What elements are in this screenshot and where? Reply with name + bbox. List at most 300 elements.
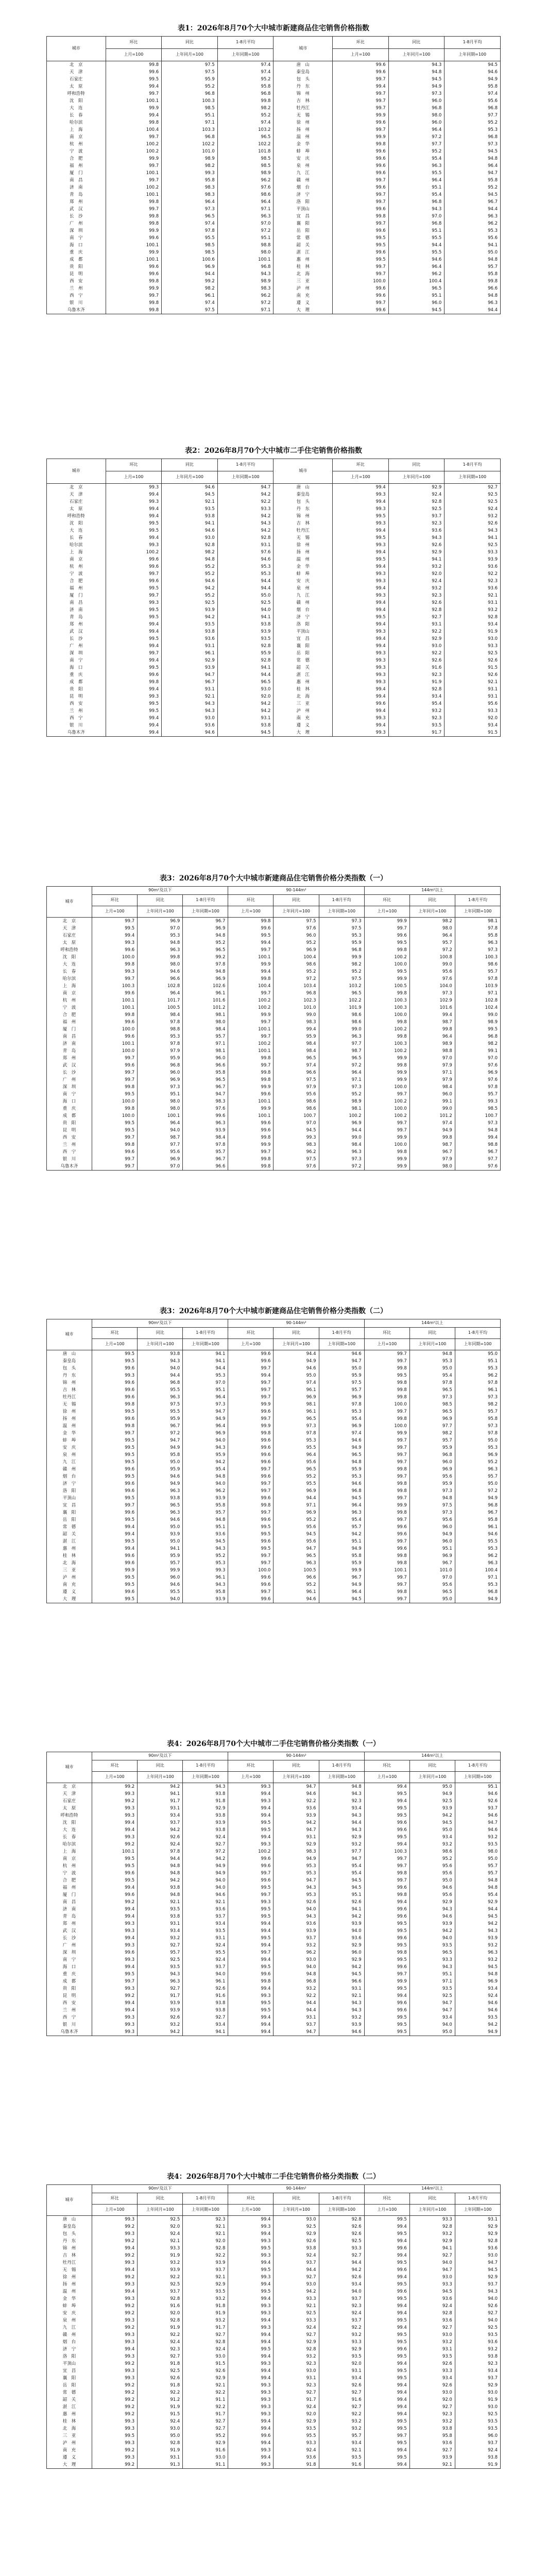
- city-cell: 泉 州: [274, 162, 333, 170]
- index-value-cell: 99.5: [228, 932, 274, 939]
- index-value-cell: 99.9: [319, 954, 364, 961]
- index-value-cell: 92.4: [445, 505, 501, 513]
- col-subheader: 上年同月=100: [138, 1772, 183, 1783]
- index-value-cell: 99.6: [228, 2432, 274, 2439]
- index-value-cell: 96.3: [183, 1120, 228, 1127]
- index-value-cell: 99.8: [364, 1365, 409, 1372]
- index-value-cell: 99.5: [92, 925, 138, 932]
- table-row: [47, 1805, 501, 1812]
- city-cell: 桂 林: [47, 2418, 92, 2425]
- table-row: [47, 1596, 501, 1603]
- index-value-cell: 93.0: [409, 2331, 455, 2338]
- index-value-cell: 99.5: [364, 939, 409, 946]
- city-cell: 海 口: [47, 242, 106, 249]
- index-value-cell: 100.1: [228, 1112, 274, 1120]
- index-value-cell: 95.0: [138, 1459, 183, 1466]
- table-row: [47, 1350, 501, 1358]
- index-value-cell: 92.5: [138, 2281, 183, 2288]
- index-value-cell: 100.3: [364, 1004, 409, 1011]
- index-value-cell: 95.6: [274, 1091, 319, 1098]
- city-cell: 丹 东: [274, 505, 333, 513]
- index-value-cell: 96.6: [445, 285, 501, 292]
- index-value-cell: 94.6: [162, 484, 218, 492]
- city-cell: 湛 江: [47, 1538, 92, 1545]
- index-value-cell: 91.8: [183, 1798, 228, 1805]
- index-value-cell: 96.9: [455, 1978, 500, 1985]
- index-value-cell: 92.4: [455, 2447, 500, 2454]
- table-row: [47, 184, 501, 191]
- index-value-cell: 97.3: [388, 90, 445, 97]
- table-row: [47, 2411, 501, 2418]
- index-value-cell: 99.6: [92, 1386, 138, 1394]
- index-value-cell: 97.9: [409, 1156, 455, 1163]
- index-value-cell: 99.6: [92, 1552, 138, 1560]
- city-cell: 锦 州: [47, 1379, 92, 1386]
- index-value-cell: 96.4: [445, 162, 501, 170]
- city-cell: 贵 阳: [47, 1985, 92, 1992]
- col-subheader: 上月=100: [92, 906, 138, 918]
- group-header: 144m²以上: [364, 1752, 500, 1760]
- index-value-cell: 99.3: [92, 1805, 138, 1812]
- index-value-cell: 99.8: [106, 679, 162, 686]
- index-value-cell: 103.2: [217, 126, 274, 133]
- index-value-cell: 95.8: [183, 1069, 228, 1076]
- table-row: [47, 2338, 501, 2346]
- index-value-cell: 95.7: [455, 1862, 500, 1870]
- index-value-cell: 99.4: [364, 2223, 409, 2230]
- index-value-cell: 93.6: [409, 2439, 455, 2447]
- col-header-mom: 环比: [106, 37, 162, 49]
- index-value-cell: 92.2: [138, 2274, 183, 2281]
- index-value-cell: 92.3: [319, 1798, 364, 1805]
- index-value-cell: 99.2: [92, 2324, 138, 2331]
- index-value-cell: 93.8: [183, 1826, 228, 1834]
- index-value-cell: 92.4: [274, 2252, 319, 2259]
- index-value-cell: 92.6: [138, 1834, 183, 1841]
- index-value-cell: 99.7: [364, 1574, 409, 1581]
- index-value-cell: 98.6: [319, 1011, 364, 1019]
- index-value-cell: 99.4: [106, 642, 162, 650]
- index-value-cell: 96.8: [455, 1588, 500, 1596]
- index-value-cell: 91.7: [274, 2396, 319, 2403]
- index-value-cell: 96.8: [217, 90, 274, 97]
- index-value-cell: 99.3: [332, 592, 388, 599]
- index-value-cell: 99.8: [228, 918, 274, 925]
- index-value-cell: 92.1: [183, 1899, 228, 1906]
- index-value-cell: 99.6: [92, 1466, 138, 1473]
- city-cell: 常 德: [274, 234, 333, 242]
- index-value-cell: 99.4: [228, 1834, 274, 1841]
- index-value-cell: 99.6: [332, 148, 388, 155]
- index-value-cell: 94.5: [445, 148, 501, 155]
- index-value-cell: 94.7: [274, 1783, 319, 1791]
- index-value-cell: 94.2: [319, 1963, 364, 1971]
- index-value-cell: 92.4: [183, 1834, 228, 1841]
- index-value-cell: 94.2: [183, 1459, 228, 1466]
- index-value-cell: 99.4: [228, 2259, 274, 2266]
- index-value-cell: 96.0: [409, 1538, 455, 1545]
- index-value-cell: 92.6: [319, 2223, 364, 2230]
- index-value-cell: 95.6: [445, 700, 501, 707]
- index-value-cell: 99.5: [228, 2007, 274, 2014]
- index-value-cell: 97.0: [138, 1163, 183, 1171]
- table-row: [47, 1444, 501, 1451]
- index-value-cell: 99.8: [106, 213, 162, 220]
- index-value-cell: 99.6: [332, 292, 388, 299]
- index-value-cell: 100.0: [364, 1422, 409, 1430]
- index-value-cell: 93.9: [138, 1531, 183, 1538]
- index-value-cell: 94.8: [183, 968, 228, 975]
- index-value-cell: 97.1: [455, 990, 500, 997]
- index-value-cell: 99.6: [364, 1913, 409, 1920]
- index-value-cell: 94.0: [274, 1963, 319, 1971]
- index-value-cell: 99.4: [228, 2418, 274, 2425]
- index-value-cell: 95.2: [388, 148, 445, 155]
- index-value-cell: 94.9: [183, 1415, 228, 1422]
- index-value-cell: 95.1: [319, 1538, 364, 1545]
- city-cell: 大 连: [47, 527, 106, 534]
- index-value-cell: 96.4: [217, 198, 274, 206]
- index-value-cell: 98.5: [455, 1105, 500, 1112]
- index-value-cell: 92.5: [217, 599, 274, 606]
- index-value-cell: 94.2: [138, 2028, 183, 2036]
- city-cell: 金 华: [274, 141, 333, 148]
- city-cell: 桂 林: [47, 1552, 92, 1560]
- index-value-cell: 93.1: [409, 2346, 455, 2353]
- index-value-cell: 94.4: [445, 307, 501, 314]
- city-cell: 徐 州: [274, 119, 333, 126]
- index-value-cell: 98.5: [217, 155, 274, 162]
- index-value-cell: 92.6: [319, 2230, 364, 2238]
- index-value-cell: 99.6: [332, 206, 388, 213]
- table-row: [47, 2447, 501, 2454]
- index-value-cell: 99.6: [364, 1819, 409, 1826]
- index-value-cell: 102.2: [319, 997, 364, 1004]
- index-value-cell: 94.4: [455, 1906, 500, 1913]
- index-value-cell: 98.4: [274, 1040, 319, 1047]
- city-cell: 上 海: [47, 126, 106, 133]
- index-value-cell: 101.9: [319, 1004, 364, 1011]
- table-row: [47, 1379, 501, 1386]
- index-value-cell: 98.4: [138, 1011, 183, 1019]
- index-value-cell: 99.3: [183, 1567, 228, 1574]
- index-value-cell: 99.4: [228, 2454, 274, 2461]
- index-value-cell: 94.3: [445, 527, 501, 534]
- index-value-cell: 99.5: [106, 707, 162, 715]
- index-value-cell: 93.8: [183, 1812, 228, 1819]
- index-value-cell: 95.0: [455, 1480, 500, 1487]
- index-value-cell: 92.5: [274, 2310, 319, 2317]
- index-value-cell: 93.2: [455, 2346, 500, 2353]
- index-value-cell: 95.7: [455, 968, 500, 975]
- index-value-cell: 95.0: [409, 1365, 455, 1372]
- index-value-cell: 93.2: [319, 2418, 364, 2425]
- table-row: [47, 491, 501, 498]
- index-value-cell: 93.4: [445, 722, 501, 729]
- city-cell: 安 庆: [274, 578, 333, 585]
- col-header-avg: 1-8月平均: [455, 1328, 500, 1339]
- index-value-cell: 99.4: [106, 534, 162, 541]
- index-value-cell: 97.0: [138, 925, 183, 932]
- index-value-cell: 94.7: [409, 1999, 455, 2007]
- city-cell: 成 都: [47, 256, 106, 263]
- index-value-cell: 100.0: [364, 961, 409, 968]
- index-value-cell: 96.9: [138, 1156, 183, 1163]
- index-value-cell: 91.6: [183, 2447, 228, 2454]
- index-value-cell: 93.5: [217, 635, 274, 642]
- index-value-cell: 99.6: [183, 1112, 228, 1120]
- index-value-cell: 95.6: [138, 1148, 183, 1156]
- index-value-cell: 95.5: [388, 234, 445, 242]
- index-value-cell: 97.8: [138, 1019, 183, 1026]
- index-value-cell: 92.6: [138, 2014, 183, 2021]
- index-value-cell: 94.9: [274, 1358, 319, 1365]
- index-value-cell: 93.0: [455, 2389, 500, 2396]
- city-cell: 泸 州: [47, 1574, 92, 1581]
- index-value-cell: 95.8: [455, 932, 500, 939]
- col-subheader: 上年同月=100: [388, 49, 445, 61]
- index-value-cell: 94.0: [319, 1927, 364, 1935]
- index-value-cell: 99.4: [228, 2216, 274, 2224]
- index-value-cell: 99.6: [92, 1379, 138, 1386]
- index-value-cell: 99.5: [364, 2418, 409, 2425]
- index-value-cell: 93.8: [162, 513, 218, 520]
- index-value-cell: 92.2: [274, 1992, 319, 1999]
- index-value-cell: 97.4: [217, 69, 274, 76]
- city-cell: 赣 州: [47, 1466, 92, 1473]
- index-value-cell: 96.3: [319, 1509, 364, 1516]
- table-row: [47, 2317, 501, 2324]
- col-header-mom: 环比: [364, 1328, 409, 1339]
- index-value-cell: 92.7: [409, 2252, 455, 2259]
- city-cell: 济 宁: [274, 614, 333, 621]
- city-cell: 吉 林: [47, 2252, 92, 2259]
- index-value-cell: 100.1: [138, 1112, 183, 1120]
- index-value-cell: 95.3: [455, 1545, 500, 1552]
- index-value-cell: 99.5: [364, 2353, 409, 2360]
- index-value-cell: 99.6: [364, 2007, 409, 2014]
- index-value-cell: 98.3: [274, 1019, 319, 1026]
- index-value-cell: 94.3: [319, 1790, 364, 1798]
- index-value-cell: 99.5: [364, 2259, 409, 2266]
- index-value-cell: 99.6: [228, 1444, 274, 1451]
- index-value-cell: 92.2: [319, 2324, 364, 2331]
- index-value-cell: 97.9: [274, 1083, 319, 1091]
- index-value-cell: 99.7: [106, 292, 162, 299]
- table-row: [47, 285, 501, 292]
- index-value-cell: 93.8: [138, 1913, 183, 1920]
- index-value-cell: 92.9: [274, 1841, 319, 1848]
- index-value-cell: 95.5: [274, 1444, 319, 1451]
- index-value-cell: 99.6: [228, 1581, 274, 1588]
- index-value-cell: 92.3: [138, 2346, 183, 2353]
- index-value-cell: 99.2: [92, 2360, 138, 2367]
- index-value-cell: 93.2: [319, 2425, 364, 2432]
- index-value-cell: 99.6: [228, 1516, 274, 1523]
- index-value-cell: 99.4: [106, 83, 162, 90]
- index-value-cell: 99.5: [332, 234, 388, 242]
- index-value-cell: 99.3: [92, 2216, 138, 2224]
- index-value-cell: 91.9: [138, 2447, 183, 2454]
- index-value-cell: 93.8: [274, 2245, 319, 2252]
- city-cell: 唐 山: [274, 61, 333, 69]
- table-row: [47, 1848, 501, 1855]
- index-value-cell: 93.3: [409, 2281, 455, 2288]
- table-row: [47, 679, 501, 686]
- index-value-cell: 99.6: [364, 2288, 409, 2295]
- index-value-cell: 94.6: [445, 69, 501, 76]
- index-value-cell: 97.1: [319, 1076, 364, 1083]
- index-value-cell: 95.2: [445, 184, 501, 191]
- index-value-cell: 102.8: [455, 997, 500, 1004]
- city-cell: 哈尔滨: [47, 975, 92, 982]
- index-value-cell: 100.0: [364, 1105, 409, 1112]
- index-value-cell: 99.7: [228, 1379, 274, 1386]
- city-cell: 海 口: [47, 664, 106, 671]
- index-value-cell: 96.0: [388, 97, 445, 105]
- index-value-cell: 99.7: [228, 1588, 274, 1596]
- index-value-cell: 99.7: [332, 191, 388, 198]
- index-value-cell: 100.1: [106, 97, 162, 105]
- index-value-cell: 94.6: [274, 1790, 319, 1798]
- index-value-cell: 92.3: [445, 578, 501, 585]
- table-row: [47, 932, 501, 939]
- table-2-body: [47, 484, 501, 737]
- index-value-cell: 92.9: [274, 2418, 319, 2425]
- col-header-avg: 1-8月平均: [319, 2193, 364, 2205]
- col-header-avg: 1-8月平均: [455, 2193, 500, 2205]
- index-value-cell: 95.0: [319, 1365, 364, 1372]
- index-value-cell: 100.4: [274, 954, 319, 961]
- index-value-cell: 99.6: [92, 1949, 138, 1956]
- index-value-cell: 99.3: [274, 1134, 319, 1141]
- index-value-cell: 99.8: [92, 1105, 138, 1112]
- index-value-cell: 99.4: [228, 2367, 274, 2375]
- table-3b-body: [47, 1350, 501, 1603]
- col-subheader: 上年同月=100: [388, 471, 445, 484]
- index-value-cell: 99.3: [228, 2274, 274, 2281]
- table-row: [47, 729, 501, 737]
- index-value-cell: 94.9: [319, 1581, 364, 1588]
- city-cell: 厦 门: [47, 1026, 92, 1033]
- index-value-cell: 99.9: [228, 1141, 274, 1148]
- index-value-cell: 92.9: [183, 1805, 228, 1812]
- index-value-cell: 97.9: [409, 1076, 455, 1083]
- index-value-cell: 99.5: [364, 1790, 409, 1798]
- table-row: [47, 1841, 501, 1848]
- index-value-cell: 99.7: [364, 1877, 409, 1884]
- index-value-cell: 94.3: [183, 1444, 228, 1451]
- index-value-cell: 92.0: [445, 715, 501, 722]
- index-value-cell: 99.6: [228, 1091, 274, 1098]
- index-value-cell: 99.4: [364, 2274, 409, 2281]
- index-value-cell: 99.5: [332, 256, 388, 263]
- index-value-cell: 95.4: [388, 191, 445, 198]
- table-row: [47, 2432, 501, 2439]
- index-value-cell: 96.6: [319, 1978, 364, 1985]
- index-value-cell: 103.2: [319, 982, 364, 990]
- index-value-cell: 93.6: [319, 1935, 364, 1942]
- index-value-cell: 97.5: [162, 69, 218, 76]
- index-value-cell: 100.3: [364, 1040, 409, 1047]
- index-value-cell: 92.5: [455, 2411, 500, 2418]
- index-value-cell: 98.4: [319, 1141, 364, 1148]
- index-value-cell: 99.7: [364, 1408, 409, 1415]
- index-value-cell: 94.6: [455, 1790, 500, 1798]
- index-value-cell: 93.4: [388, 693, 445, 700]
- group-header: 144m²以上: [364, 1319, 500, 1328]
- index-value-cell: 97.1: [183, 1040, 228, 1047]
- index-value-cell: 94.1: [217, 614, 274, 621]
- index-value-cell: 94.9: [445, 76, 501, 83]
- index-value-cell: 97.5: [319, 925, 364, 932]
- table-3b-block: [46, 1303, 501, 1603]
- index-value-cell: 99.3: [92, 968, 138, 975]
- index-value-cell: 95.4: [455, 1891, 500, 1899]
- index-value-cell: 99.6: [92, 1019, 138, 1026]
- table-row: [47, 1055, 501, 1062]
- index-value-cell: 93.8: [138, 1495, 183, 1502]
- index-value-cell: 94.5: [162, 491, 218, 498]
- table-row: [47, 1141, 501, 1148]
- index-value-cell: 99.6: [364, 1545, 409, 1552]
- index-value-cell: 92.8: [409, 2310, 455, 2317]
- group-header: 90m²及以下: [92, 1752, 228, 1760]
- index-value-cell: 94.6: [455, 2007, 500, 2014]
- index-value-cell: 99.8: [106, 278, 162, 285]
- index-value-cell: 97.1: [455, 1574, 500, 1581]
- index-value-cell: 94.2: [319, 2266, 364, 2274]
- index-value-cell: 95.1: [388, 292, 445, 299]
- index-value-cell: 92.7: [274, 2389, 319, 2396]
- index-value-cell: 100.2: [106, 184, 162, 191]
- index-value-cell: 99.3: [228, 2403, 274, 2411]
- index-value-cell: 99.4: [332, 707, 388, 715]
- index-value-cell: 95.6: [274, 1523, 319, 1531]
- index-value-cell: 99.4: [92, 2266, 138, 2274]
- index-value-cell: 95.3: [183, 1372, 228, 1379]
- city-cell: 无 锡: [47, 2266, 92, 2274]
- index-value-cell: 95.2: [274, 939, 319, 946]
- index-value-cell: 99.5: [92, 1538, 138, 1545]
- index-value-cell: 92.2: [445, 570, 501, 578]
- index-value-cell: 99.9: [364, 1076, 409, 1083]
- index-value-cell: 99.3: [162, 170, 218, 177]
- col-subheader: 上年同月=100: [409, 1339, 455, 1350]
- col-header-mom: 环比: [332, 459, 388, 471]
- table-3a-block: [46, 871, 501, 1171]
- index-value-cell: 94.0: [319, 2288, 364, 2295]
- index-value-cell: 95.0: [409, 1877, 455, 1884]
- city-cell: 扬 州: [274, 549, 333, 556]
- index-value-cell: 95.9: [274, 1033, 319, 1040]
- city-cell: 西 宁: [47, 2014, 92, 2021]
- index-value-cell: 95.8: [409, 2432, 455, 2439]
- index-value-cell: 99.4: [364, 2238, 409, 2245]
- city-cell: 秦皇岛: [274, 491, 333, 498]
- index-value-cell: 99.4: [364, 2389, 409, 2396]
- index-value-cell: 95.9: [138, 1466, 183, 1473]
- index-value-cell: 99.3: [228, 2252, 274, 2259]
- index-value-cell: 93.9: [183, 1819, 228, 1826]
- index-value-cell: 98.6: [217, 191, 274, 198]
- index-value-cell: 99.4: [228, 2439, 274, 2447]
- index-value-cell: 95.2: [274, 1516, 319, 1523]
- city-cell: 兰 州: [47, 2007, 92, 2014]
- index-value-cell: 96.5: [183, 946, 228, 954]
- index-value-cell: 93.4: [319, 2281, 364, 2288]
- index-value-cell: 93.1: [162, 686, 218, 693]
